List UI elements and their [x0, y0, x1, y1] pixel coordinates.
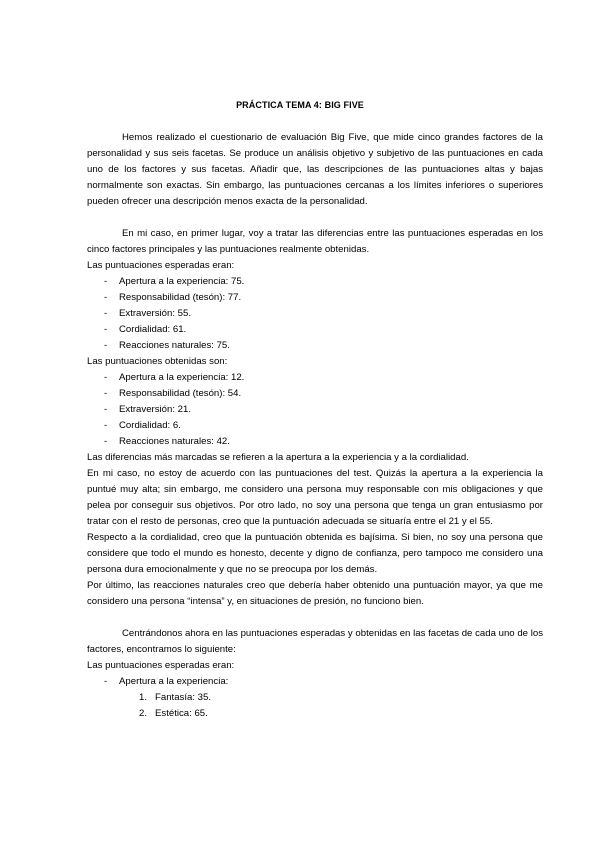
- cordialidad-paragraph: Respecto a la cordialidad, creo que la puntuación obtenida es bajísima. Si bien, no soy una persona que considere que todo el mundo es honesto, decente y digno de confianza, pero tampoco me considero una persona dura emocionalmente y que no se preocupa por los demás.: [87, 532, 543, 575]
- list-item: - Apertura a la experiencia: 75.: [87, 274, 543, 290]
- list-item: - Cordialidad: 6.: [87, 418, 543, 434]
- list-item: - Extraversión: 21.: [87, 402, 543, 418]
- apertura-paragraph: En mi caso, no estoy de acuerdo con las puntuaciones del test. Quizás la apertura a la experiencia la puntué muy alta; sin embargo, me considero una persona muy responsable con mis obligaciones y que pelea por conseguir sus objetivos. Por otro lado, no soy una persona que tenga un gran entusiasmo por tratar con el resto de personas, creo que la puntuación adecuada se situaría entre el 21 y el 55.: [87, 468, 543, 527]
- item-text: Fantasía: 35.: [155, 692, 211, 703]
- facet-numbered-list: [87, 690, 543, 722]
- list-item: - Extraversión: 55.: [87, 306, 543, 322]
- facet-group-item: - Apertura a la experiencia:: [87, 674, 543, 690]
- document-body: [87, 130, 543, 722]
- list-item: - Responsabilidad (tesón): 77.: [87, 290, 543, 306]
- item-text: Estética: 65.: [155, 708, 208, 719]
- list-item: - Cordialidad: 61.: [87, 322, 543, 338]
- method-paragraph: En mi caso, en primer lugar, voy a tratar las diferencias entre las puntuaciones esperadas en los cinco factores principales y las puntuaciones realmente obtenidas.: [87, 228, 543, 255]
- obtained-list: [87, 370, 543, 450]
- facet-group-list: [87, 674, 543, 690]
- facets-expected-label: Las puntuaciones esperadas eran:: [87, 660, 235, 671]
- expected-list: [87, 274, 543, 354]
- reacciones-paragraph: Por último, las reacciones naturales creo que debería haber obtenido una puntuación mayor, ya que me considero una persona “intensa” y, en situaciones de presión, no funciono bien.: [87, 580, 543, 607]
- differences-paragraph: Las diferencias más marcadas se refieren a la apertura a la experiencia y a la cordialidad.: [87, 452, 469, 463]
- list-item: [87, 690, 543, 706]
- facets-intro-paragraph: Centrándonos ahora en las puntuaciones esperadas y obtenidas en las facetas de cada uno de los factores, encontramos lo siguiente:: [87, 628, 543, 655]
- page-title: PRÁCTICA TEMA 4: BIG FIVE: [236, 100, 364, 110]
- item-number: 2.: [139, 708, 148, 719]
- list-item: [87, 706, 543, 722]
- intro-paragraph: Hemos realizado el cuestionario de evaluación Big Five, que mide cinco grandes factores de la personalidad y sus seis facetas. Se produce un análisis objetivo y subjetivo de las puntuaciones en cada uno de los factores y sus facetas. Añadir que, las descripciones de las puntuaciones altas y bajas normalmente son exactas. Sin embargo, las puntuaciones cercanas a los límites inferiores o superiores pueden ofrecer una descripción menos exacta de la personalidad.: [87, 132, 543, 207]
- list-item: - Reacciones naturales: 42.: [87, 434, 543, 450]
- expected-label: Las puntuaciones esperadas eran:: [87, 260, 235, 271]
- list-item: - Reacciones naturales: 75.: [87, 338, 543, 354]
- item-number: 1.: [139, 692, 148, 703]
- obtained-label: Las puntuaciones obtenidas son:: [87, 356, 228, 367]
- list-item: - Apertura a la experiencia: 12.: [87, 370, 543, 386]
- list-item: - Responsabilidad (tesón): 54.: [87, 386, 543, 402]
